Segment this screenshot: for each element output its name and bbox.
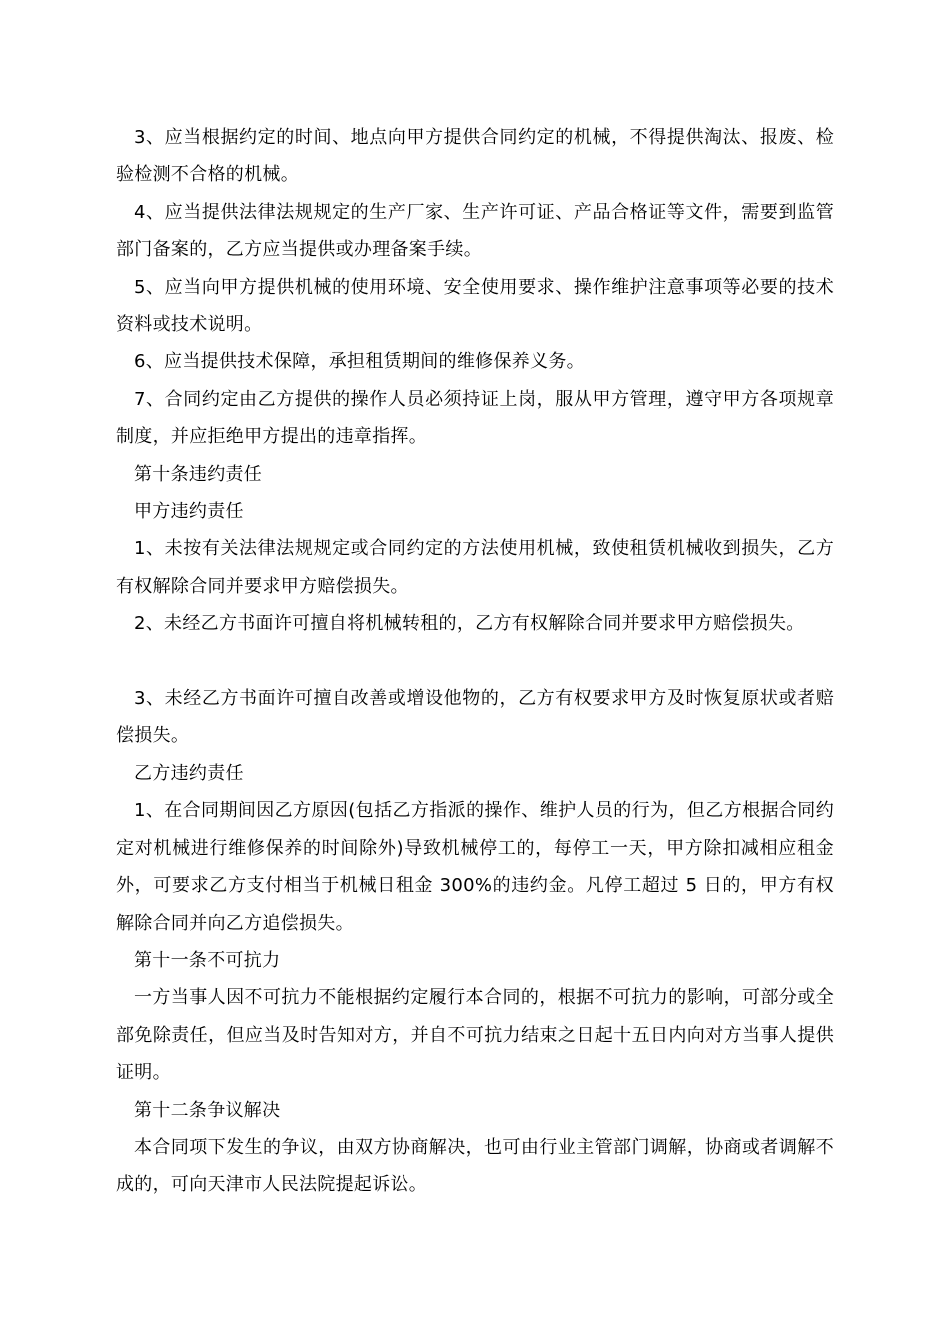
clause-4-provide-documents: 4、应当提供法律法规规定的生产厂家、生产许可证、产品合格证等文件，需要到监管部门备案的，乙方应当提供或办理备案手续。 [116, 201, 834, 261]
subheading-party-a-liability: 甲方违约责任 [134, 501, 244, 523]
section-heading-article-12: 第十二条争议解决 [134, 1099, 281, 1121]
blank-line [116, 643, 834, 680]
section-heading-article-10: 第十条违约责任 [134, 463, 263, 485]
document-body [116, 119, 834, 1204]
clause-5-technical-info: 5、应当向甲方提供机械的使用环境、安全使用要求、操作维护注意事项等必要的技术资料或技术说明。 [116, 276, 834, 336]
party-b-clause-1: 1、在合同期间因乙方原因(包括乙方指派的操作、维护人员的行为，但乙方根据合同约定对机械进行维修保养的时间除外)导致机械停工的，每停工一天，甲方除扣减相应租金外，可要求乙方支付相当于机械日租金 300%的违约金。凡停工超过 5 日的，甲方有权解除合同并向乙方追偿损失。 [116, 800, 834, 934]
dispute-resolution-clause: 本合同项下发生的争议，由双方协商解决，也可由行业主管部门调解，协商或者调解不成的，可向天津市人民法院提起诉讼。 [116, 1136, 834, 1196]
party-a-clause-2: 2、未经乙方书面许可擅自将机械转租的，乙方有权解除合同并要求甲方赔偿损失。 [134, 613, 805, 635]
party-a-clause-1: 1、未按有关法律法规规定或合同约定的方法使用机械，致使租赁机械收到损失，乙方有权解除合同并要求甲方赔偿损失。 [116, 538, 834, 597]
clause-7-operators: 7、合同约定由乙方提供的操作人员必须持证上岗，服从甲方管理，遵守甲方各项规章制度，并应拒绝甲方提出的违章指挥。 [116, 388, 834, 448]
section-heading-article-11: 第十一条不可抗力 [134, 949, 281, 971]
party-a-clause-3: 3、未经乙方书面许可擅自改善或增设他物的，乙方有权要求甲方及时恢复原状或者赔偿损失。 [116, 688, 834, 747]
clause-3-supply-machinery: 3、应当根据约定的时间、地点向甲方提供合同约定的机械，不得提供淘汰、报废、检验检测不合格的机械。 [116, 127, 834, 186]
subheading-party-b-liability: 乙方违约责任 [134, 762, 244, 784]
clause-6-maintenance: 6、应当提供技术保障，承担租赁期间的维修保养义务。 [134, 351, 585, 373]
force-majeure-clause: 一方当事人因不可抗力不能根据约定履行本合同的，根据不可抗力的影响，可部分或全部免除责任，但应当及时告知对方，并自不可抗力结束之日起十五日内向对方当事人提供证明。 [116, 987, 834, 1084]
